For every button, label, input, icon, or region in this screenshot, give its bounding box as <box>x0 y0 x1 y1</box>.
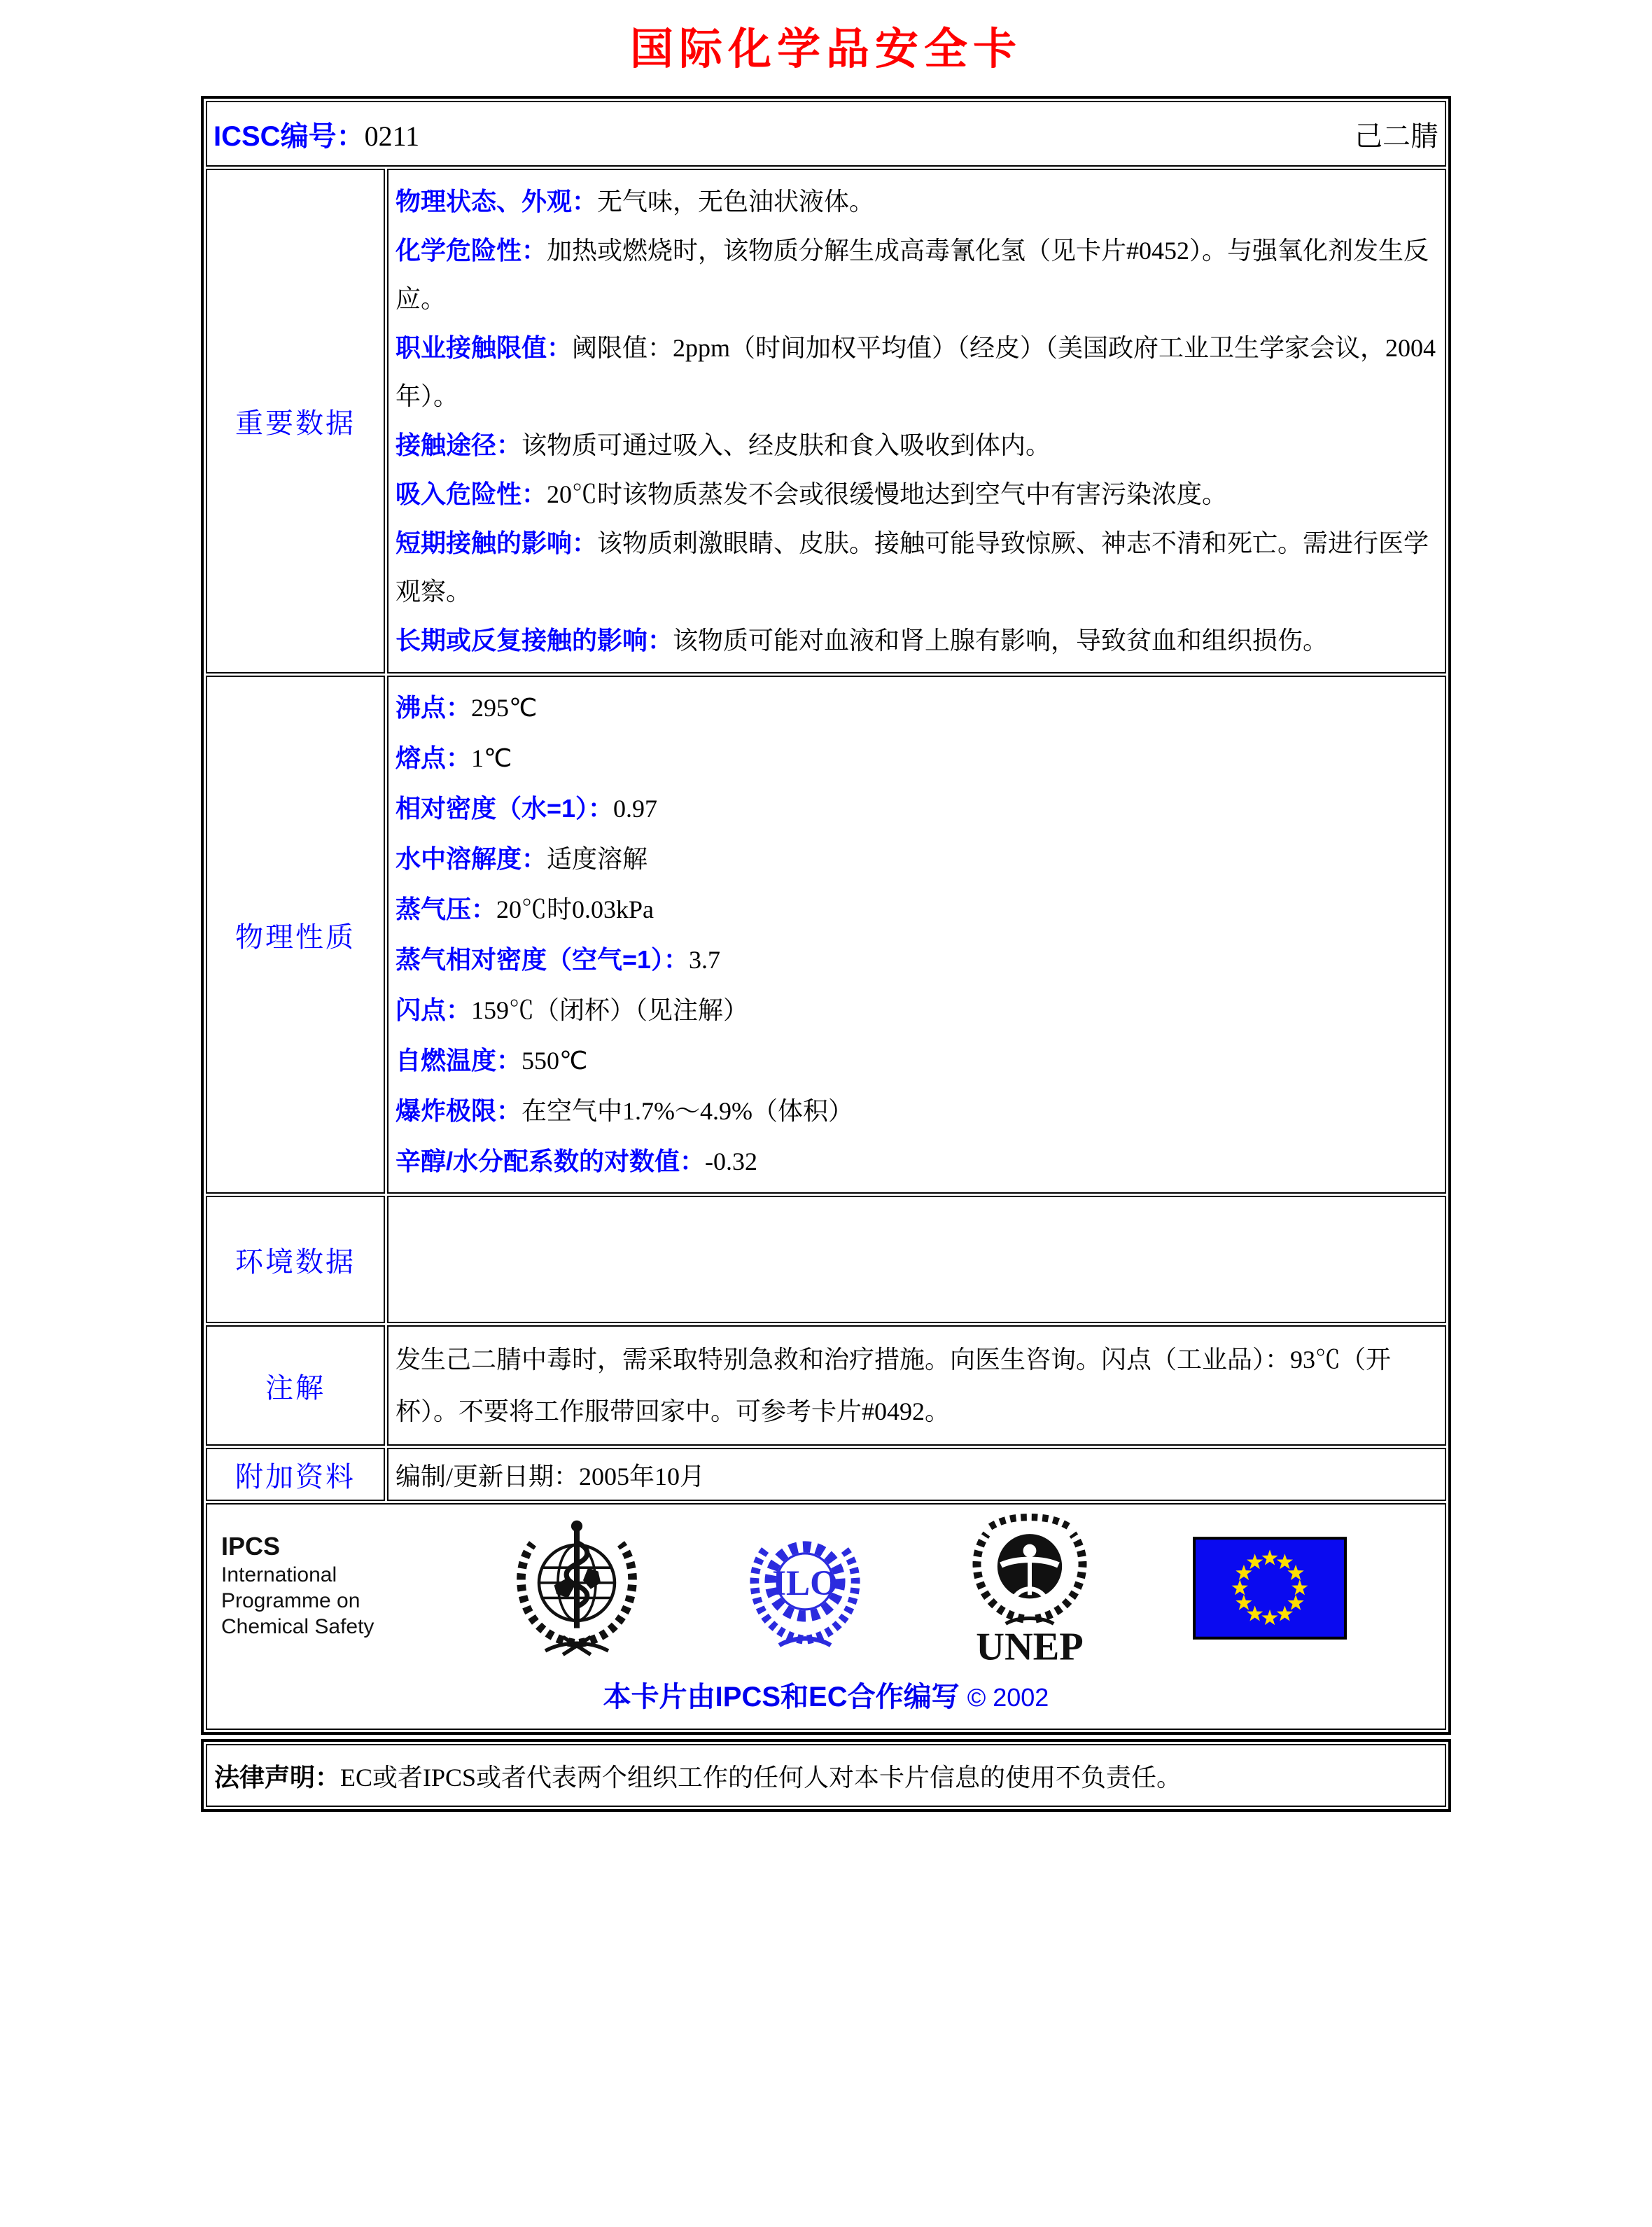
data-item <box>396 470 1438 519</box>
important-data-row <box>206 169 1446 673</box>
ipcs-text-block <box>221 1531 410 1640</box>
logos-row <box>206 1503 1446 1730</box>
property-value: 0.97 <box>613 795 658 823</box>
notes-content <box>387 1325 1446 1446</box>
notes-text: 发生己二腈中毒时，需采取特别急救和治疗措施。向医生咨询。闪点（工业品）：93℃（开杯）。不要将工作服带回家中。可参考卡片#0492。 <box>396 1346 1392 1425</box>
item-text: 20℃时该物质蒸发不会或很缓慢地达到空气中有害污染浓度。 <box>547 480 1228 508</box>
ipcs-line: Chemical Safety <box>221 1615 374 1638</box>
property-item <box>396 1086 1438 1136</box>
environmental-data-content <box>387 1196 1446 1323</box>
icsc-number-group <box>214 114 419 154</box>
eu-flag-icon <box>1193 1537 1347 1643</box>
property-item <box>396 733 1438 783</box>
important-data-content <box>387 169 1446 673</box>
item-label: 接触途径： <box>396 431 522 459</box>
item-label: 化学危险性： <box>396 236 547 265</box>
property-value: 550℃ <box>522 1047 588 1075</box>
page-title: 国际化学品安全卡 <box>629 25 1022 74</box>
property-item <box>396 935 1438 985</box>
additional-info-row <box>206 1448 1446 1501</box>
ilo-icon <box>743 1526 867 1654</box>
unep-icon <box>964 1509 1096 1670</box>
property-item <box>396 985 1438 1035</box>
header-row <box>206 101 1446 167</box>
property-label: 相对密度（水=1）： <box>396 794 614 823</box>
property-label: 自燃温度： <box>396 1046 522 1075</box>
item-label: 物理状态、外观： <box>396 187 598 216</box>
physical-properties-row <box>206 676 1446 1194</box>
physical-properties-content <box>387 676 1446 1194</box>
logos-cell <box>206 1503 1446 1730</box>
property-value: 3.7 <box>689 946 721 974</box>
property-value: 20℃时0.03kPa <box>496 895 654 923</box>
ilo-caption: ILO <box>772 1563 838 1603</box>
item-text: 该物质可能对血液和肾上腺有影响，导致贫血和组织损伤。 <box>673 627 1329 655</box>
who-icon <box>507 1517 646 1662</box>
item-label: 吸入危险性： <box>396 480 547 508</box>
data-item <box>396 177 1438 226</box>
property-item <box>396 783 1438 834</box>
property-value: 159℃（闭杯）（见注解） <box>471 996 749 1024</box>
legal-text: EC或者IPCS或者代表两个组织工作的任何人对本卡片信息的使用不负责任。 <box>340 1763 1182 1792</box>
credit-text: 本卡片由IPCS和EC合作编写 <box>603 1682 960 1712</box>
legal-table <box>201 1739 1451 1812</box>
property-item <box>396 683 1438 733</box>
property-label: 沸点： <box>396 693 472 722</box>
section-label-environment: 环境数据 <box>206 1196 385 1323</box>
chemical-name: 己二腈 <box>1354 120 1438 152</box>
section-label-notes: 注解 <box>206 1325 385 1446</box>
credit-line <box>214 1675 1438 1715</box>
icsc-page <box>0 14 1652 2227</box>
data-item <box>396 323 1438 421</box>
ipcs-line: International <box>221 1563 337 1586</box>
legal-row <box>206 1744 1446 1807</box>
property-label: 熔点： <box>396 744 472 772</box>
icsc-table <box>201 96 1451 1735</box>
legal-cell <box>206 1744 1446 1807</box>
additional-info-content <box>387 1448 1446 1501</box>
icsc-card <box>201 96 1451 1812</box>
legal-label: 法律声明： <box>214 1762 341 1792</box>
item-label: 长期或反复接触的影响： <box>396 626 673 655</box>
property-label: 水中溶解度： <box>396 844 547 873</box>
icsc-number-label: ICSC编号： <box>214 120 365 152</box>
property-item <box>396 884 1438 935</box>
environmental-data-row <box>206 1196 1446 1323</box>
section-label-important: 重要数据 <box>206 169 385 673</box>
additional-info-text: 编制/更新日期：2005年10月 <box>396 1462 706 1491</box>
item-text: 该物质刺激眼睛、皮肤。接触可能导致惊厥、神志不清和死亡。需进行医学观察。 <box>396 529 1429 606</box>
icsc-number-value: 0211 <box>364 120 420 152</box>
item-text: 该物质可通过吸入、经皮肤和食入吸收到体内。 <box>522 431 1051 459</box>
property-value: 295℃ <box>471 694 538 722</box>
ipcs-line: Programme on <box>221 1589 360 1612</box>
property-label: 爆炸极限： <box>396 1096 522 1125</box>
property-item <box>396 834 1438 884</box>
data-item <box>396 616 1438 665</box>
section-label-physical: 物理性质 <box>206 676 385 1194</box>
property-value: 适度溶解 <box>547 845 648 873</box>
property-label: 闪点： <box>396 996 472 1024</box>
data-item <box>396 421 1438 470</box>
header-cell <box>206 101 1446 167</box>
property-label: 辛醇/水分配系数的对数值： <box>396 1147 706 1175</box>
property-value: -0.32 <box>705 1147 758 1175</box>
item-text: 阈限值：2ppm（时间加权平均值）（经皮）（美国政府工业卫生学家会议，2004年）。 <box>396 334 1436 410</box>
property-label: 蒸气相对密度（空气=1）： <box>396 945 690 974</box>
data-item <box>396 226 1438 323</box>
property-item <box>396 1136 1438 1187</box>
item-text: 无气味，无色油状液体。 <box>597 188 875 216</box>
section-label-additional: 附加资料 <box>206 1448 385 1501</box>
important-data-list <box>396 177 1438 665</box>
credit-copyright: © 2002 <box>967 1683 1049 1712</box>
ipcs-acronym: IPCS <box>221 1532 281 1561</box>
property-value: 在空气中1.7%～4.9%（体积） <box>522 1097 853 1125</box>
logos-strip <box>214 1514 1438 1665</box>
physical-properties-list <box>396 683 1438 1187</box>
unep-caption: UNEP <box>976 1625 1084 1667</box>
property-value: 1℃ <box>471 744 512 772</box>
data-item <box>396 519 1438 616</box>
item-text: 加热或燃烧时，该物质分解生成高毒氰化氢（见卡片#0452）。与强氧化剂发生反应。 <box>396 237 1429 313</box>
property-item <box>396 1035 1438 1086</box>
notes-row <box>206 1325 1446 1446</box>
item-label: 短期接触的影响： <box>396 529 598 557</box>
property-label: 蒸气压： <box>396 895 497 923</box>
item-label: 职业接触限值： <box>396 333 573 362</box>
header-bar <box>208 103 1444 165</box>
